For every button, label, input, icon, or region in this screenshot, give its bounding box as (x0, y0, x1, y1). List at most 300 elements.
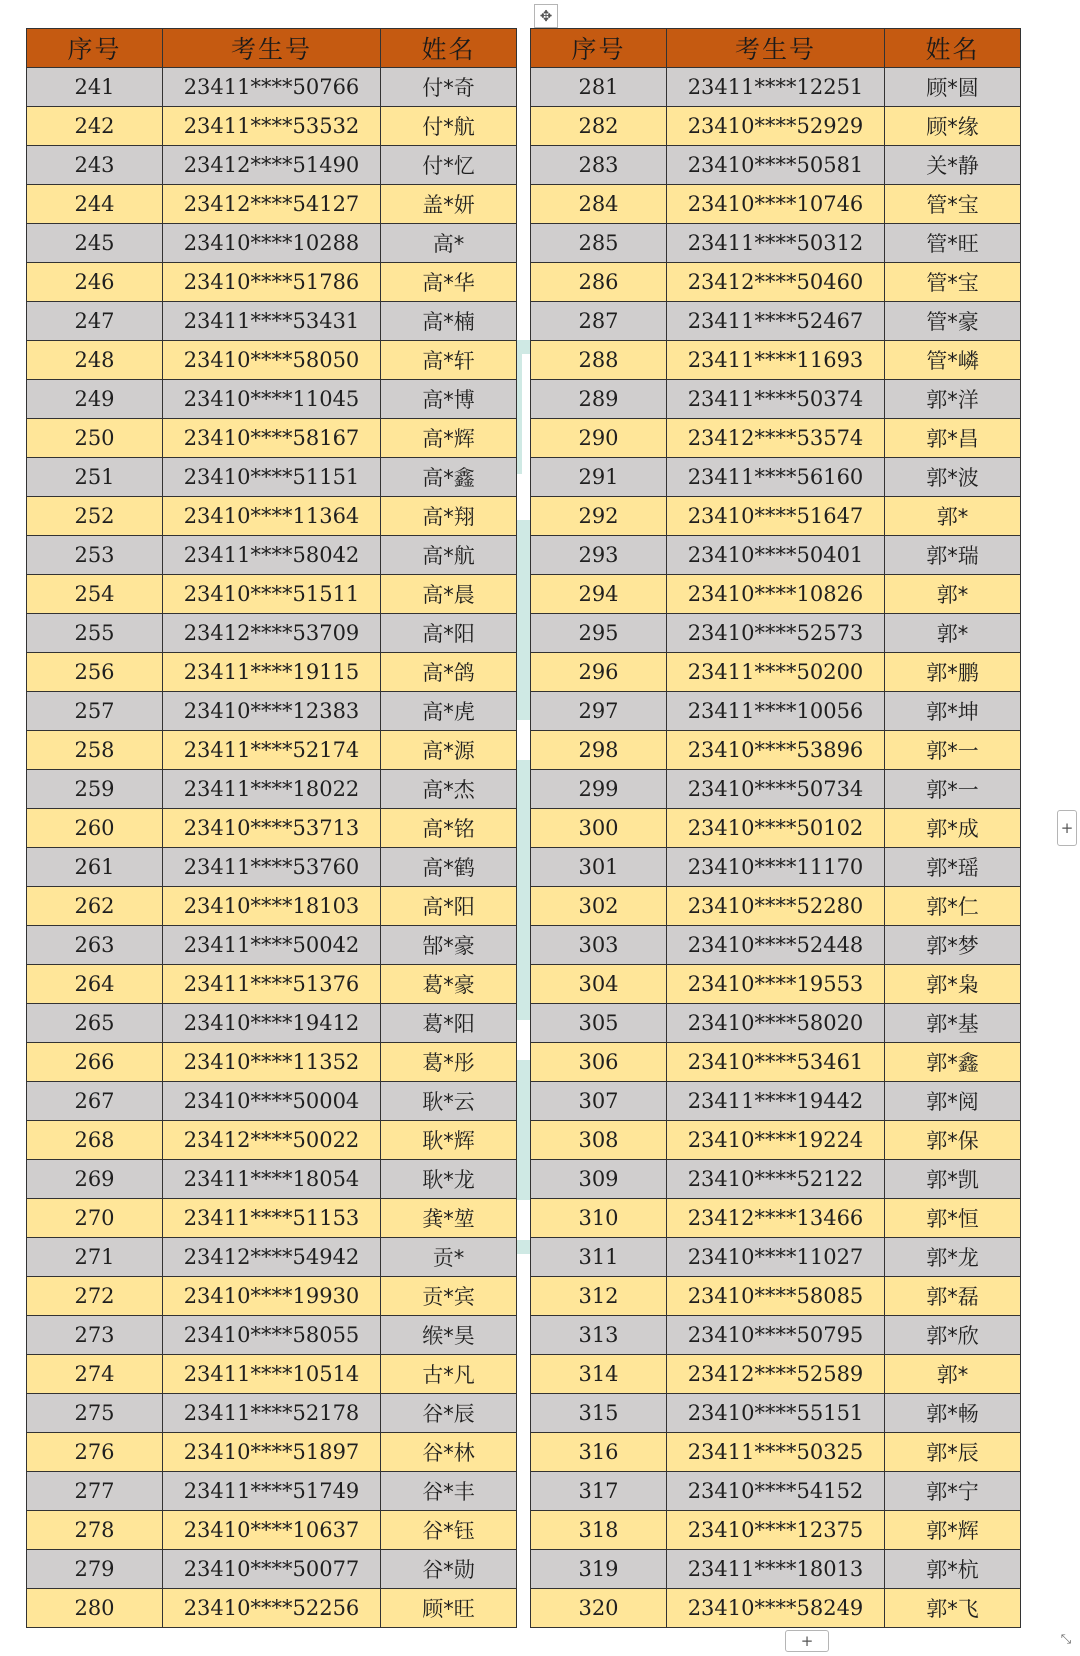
cell-exam-no: 23411****50325 (667, 1433, 885, 1472)
cell-name: 郭*仁 (885, 887, 1021, 926)
cell-seq: 261 (27, 848, 163, 887)
cell-name: 耿*辉 (381, 1121, 517, 1160)
cell-name: 郭*成 (885, 809, 1021, 848)
cell-name: 高*虎 (381, 692, 517, 731)
table-row (531, 1160, 1021, 1199)
table-row (531, 809, 1021, 848)
cell-name: 郭*瑞 (885, 536, 1021, 575)
cell-seq: 259 (27, 770, 163, 809)
table-row (531, 1394, 1021, 1433)
cell-seq: 314 (531, 1355, 667, 1394)
table-row (27, 809, 517, 848)
table-row (27, 185, 517, 224)
cell-seq: 251 (27, 458, 163, 497)
cell-exam-no: 23411****50312 (667, 224, 885, 263)
cell-exam-no: 23410****19412 (163, 1004, 381, 1043)
cell-seq: 283 (531, 146, 667, 185)
cell-exam-no: 23410****54152 (667, 1472, 885, 1511)
cell-name: 郭*昌 (885, 419, 1021, 458)
cell-name: 顾*圆 (885, 68, 1021, 107)
table-row (27, 224, 517, 263)
table-row (27, 1589, 517, 1628)
table-row (531, 224, 1021, 263)
cell-seq: 287 (531, 302, 667, 341)
header-name: 姓名 (381, 29, 517, 68)
table-row (27, 575, 517, 614)
cell-name: 郭*欣 (885, 1316, 1021, 1355)
table-row (27, 692, 517, 731)
table-row (27, 68, 517, 107)
table-row (27, 1511, 517, 1550)
cell-name: 管*宝 (885, 263, 1021, 302)
cell-seq: 315 (531, 1394, 667, 1433)
cell-seq: 286 (531, 263, 667, 302)
cell-seq: 311 (531, 1238, 667, 1277)
cell-name: 管*旺 (885, 224, 1021, 263)
cell-name: 关*静 (885, 146, 1021, 185)
cell-name: 谷*钰 (381, 1511, 517, 1550)
cell-exam-no: 23410****50401 (667, 536, 885, 575)
cell-seq: 293 (531, 536, 667, 575)
cell-name: 顾*缘 (885, 107, 1021, 146)
cell-exam-no: 23412****53709 (163, 614, 381, 653)
cell-seq: 296 (531, 653, 667, 692)
cell-name: 高*翔 (381, 497, 517, 536)
cell-seq: 246 (27, 263, 163, 302)
table-row (531, 146, 1021, 185)
cell-seq: 316 (531, 1433, 667, 1472)
table-row (27, 458, 517, 497)
cell-name: 郭*凯 (885, 1160, 1021, 1199)
table-row (531, 614, 1021, 653)
header-name: 姓名 (885, 29, 1021, 68)
add-column-button[interactable]: + (1057, 810, 1077, 846)
table-row (27, 1082, 517, 1121)
table-row (27, 1004, 517, 1043)
table-row (27, 848, 517, 887)
table-row (27, 302, 517, 341)
cell-seq: 290 (531, 419, 667, 458)
table-row (531, 887, 1021, 926)
cell-seq: 304 (531, 965, 667, 1004)
table-row (27, 263, 517, 302)
cell-name: 高*源 (381, 731, 517, 770)
cell-name: 顾*旺 (381, 1589, 517, 1628)
cell-name: 贡*宾 (381, 1277, 517, 1316)
cell-seq: 270 (27, 1199, 163, 1238)
cell-seq: 248 (27, 341, 163, 380)
cell-name: 谷*丰 (381, 1472, 517, 1511)
cell-seq: 292 (531, 497, 667, 536)
cell-name: 郭* (885, 575, 1021, 614)
table-row (27, 1277, 517, 1316)
cell-seq: 247 (27, 302, 163, 341)
cell-seq: 273 (27, 1316, 163, 1355)
cell-exam-no: 23411****51153 (163, 1199, 381, 1238)
cell-seq: 308 (531, 1121, 667, 1160)
table-row (531, 1316, 1021, 1355)
cell-name: 付*奇 (381, 68, 517, 107)
cell-seq: 267 (27, 1082, 163, 1121)
cell-name: 郭*保 (885, 1121, 1021, 1160)
cell-seq: 285 (531, 224, 667, 263)
cell-exam-no: 23410****58055 (163, 1316, 381, 1355)
header-exam-no: 考生号 (163, 29, 381, 68)
table-row (531, 1355, 1021, 1394)
cell-exam-no: 23410****55151 (667, 1394, 885, 1433)
table-row (531, 692, 1021, 731)
table-row (531, 1472, 1021, 1511)
cell-exam-no: 23410****53896 (667, 731, 885, 770)
cell-name: 郭*梦 (885, 926, 1021, 965)
cell-exam-no: 23410****53461 (667, 1043, 885, 1082)
cell-name: 高*博 (381, 380, 517, 419)
cell-exam-no: 23411****56160 (667, 458, 885, 497)
table-row (27, 731, 517, 770)
cell-seq: 262 (27, 887, 163, 926)
header-row (531, 29, 1021, 68)
cell-name: 郜*豪 (381, 926, 517, 965)
cell-seq: 258 (27, 731, 163, 770)
cell-seq: 257 (27, 692, 163, 731)
cell-seq: 253 (27, 536, 163, 575)
table-row (27, 497, 517, 536)
cell-exam-no: 23411****52467 (667, 302, 885, 341)
cell-seq: 295 (531, 614, 667, 653)
cell-exam-no: 23410****11364 (163, 497, 381, 536)
cell-name: 高*杰 (381, 770, 517, 809)
cell-exam-no: 23410****58085 (667, 1277, 885, 1316)
cell-exam-no: 23410****51897 (163, 1433, 381, 1472)
cell-name: 郭* (885, 1355, 1021, 1394)
table-row (531, 68, 1021, 107)
cell-seq: 252 (27, 497, 163, 536)
cell-seq: 282 (531, 107, 667, 146)
cell-name: 高*鑫 (381, 458, 517, 497)
table-row (27, 536, 517, 575)
cell-exam-no: 23410****10826 (667, 575, 885, 614)
right-roster-table (530, 28, 1021, 1628)
cell-name: 郭*鹏 (885, 653, 1021, 692)
cell-name: 郭*杭 (885, 1550, 1021, 1589)
cell-seq: 266 (27, 1043, 163, 1082)
cell-seq: 264 (27, 965, 163, 1004)
cell-exam-no: 23410****11045 (163, 380, 381, 419)
table-row (531, 107, 1021, 146)
cell-seq: 297 (531, 692, 667, 731)
table-row (27, 653, 517, 692)
cell-exam-no: 23411****50042 (163, 926, 381, 965)
table-row (531, 536, 1021, 575)
table-row (531, 1433, 1021, 1472)
table-row (531, 497, 1021, 536)
cell-name: 付*航 (381, 107, 517, 146)
cell-name: 盖*妍 (381, 185, 517, 224)
cell-seq: 280 (27, 1589, 163, 1628)
cell-seq: 275 (27, 1394, 163, 1433)
table-row (531, 1199, 1021, 1238)
cell-exam-no: 23410****51151 (163, 458, 381, 497)
table-row (27, 1550, 517, 1589)
cell-exam-no: 23411****52174 (163, 731, 381, 770)
table-row (27, 965, 517, 1004)
cell-seq: 307 (531, 1082, 667, 1121)
cell-name: 高*鹤 (381, 848, 517, 887)
cell-seq: 288 (531, 341, 667, 380)
cell-name: 郭*鑫 (885, 1043, 1021, 1082)
table-row (27, 1472, 517, 1511)
cell-name: 高*阳 (381, 614, 517, 653)
table-row (27, 1160, 517, 1199)
cell-seq: 256 (27, 653, 163, 692)
add-row-button[interactable]: + (785, 1630, 829, 1652)
cell-name: 管*嶙 (885, 341, 1021, 380)
cell-exam-no: 23412****50022 (163, 1121, 381, 1160)
table-row (531, 341, 1021, 380)
cell-seq: 299 (531, 770, 667, 809)
cell-exam-no: 23410****11027 (667, 1238, 885, 1277)
cell-seq: 277 (27, 1472, 163, 1511)
cell-seq: 291 (531, 458, 667, 497)
cell-name: 高*铭 (381, 809, 517, 848)
cell-name: 郭*辰 (885, 1433, 1021, 1472)
cell-seq: 278 (27, 1511, 163, 1550)
cell-seq: 265 (27, 1004, 163, 1043)
cell-exam-no: 23411****58042 (163, 536, 381, 575)
cell-exam-no: 23410****19224 (667, 1121, 885, 1160)
cell-exam-no: 23411****51749 (163, 1472, 381, 1511)
cell-name: 郭*辉 (885, 1511, 1021, 1550)
cell-seq: 242 (27, 107, 163, 146)
table-row (27, 770, 517, 809)
table-row (531, 965, 1021, 1004)
cell-name: 郭*一 (885, 731, 1021, 770)
cell-seq: 268 (27, 1121, 163, 1160)
table-row (27, 341, 517, 380)
cell-exam-no: 23410****10288 (163, 224, 381, 263)
table-row (531, 731, 1021, 770)
cell-exam-no: 23412****53574 (667, 419, 885, 458)
header-row (27, 29, 517, 68)
header-seq: 序号 (27, 29, 163, 68)
table-row (531, 926, 1021, 965)
cell-seq: 260 (27, 809, 163, 848)
left-roster-table (26, 28, 517, 1628)
cell-seq: 272 (27, 1277, 163, 1316)
cell-name: 郭*洋 (885, 380, 1021, 419)
table-row (531, 1043, 1021, 1082)
cell-exam-no: 23410****52929 (667, 107, 885, 146)
cell-seq: 263 (27, 926, 163, 965)
cell-exam-no: 23410****12375 (667, 1511, 885, 1550)
cell-seq: 305 (531, 1004, 667, 1043)
table-row (27, 614, 517, 653)
cell-exam-no: 23410****51786 (163, 263, 381, 302)
cell-exam-no: 23410****52448 (667, 926, 885, 965)
cell-name: 高*晨 (381, 575, 517, 614)
cell-name: 谷*林 (381, 1433, 517, 1472)
cell-exam-no: 23412****51490 (163, 146, 381, 185)
cell-exam-no: 23411****18022 (163, 770, 381, 809)
table-row (531, 380, 1021, 419)
cell-name: 葛*豪 (381, 965, 517, 1004)
cell-exam-no: 23410****58167 (163, 419, 381, 458)
cell-name: 付*忆 (381, 146, 517, 185)
cell-exam-no: 23410****50102 (667, 809, 885, 848)
cell-exam-no: 23410****58249 (667, 1589, 885, 1628)
table-row (531, 575, 1021, 614)
cell-exam-no: 23410****51511 (163, 575, 381, 614)
cell-seq: 241 (27, 68, 163, 107)
table-row (531, 1082, 1021, 1121)
cell-exam-no: 23410****11170 (667, 848, 885, 887)
cell-name: 郭* (885, 497, 1021, 536)
resize-icon[interactable]: ⤡ (1060, 1632, 1072, 1647)
cell-name: 高*华 (381, 263, 517, 302)
table-row (531, 263, 1021, 302)
cell-exam-no: 23410****53713 (163, 809, 381, 848)
table-row (531, 458, 1021, 497)
table-row (27, 1355, 517, 1394)
table-row (531, 419, 1021, 458)
cell-seq: 250 (27, 419, 163, 458)
table-row (27, 107, 517, 146)
cell-seq: 245 (27, 224, 163, 263)
cell-exam-no: 23411****11693 (667, 341, 885, 380)
cell-seq: 294 (531, 575, 667, 614)
cell-exam-no: 23410****52122 (667, 1160, 885, 1199)
cell-seq: 276 (27, 1433, 163, 1472)
cell-exam-no: 23411****52178 (163, 1394, 381, 1433)
cell-name: 古*凡 (381, 1355, 517, 1394)
cell-seq: 298 (531, 731, 667, 770)
cell-name: 葛*阳 (381, 1004, 517, 1043)
cell-name: 郭*坤 (885, 692, 1021, 731)
table-row (531, 1589, 1021, 1628)
cell-name: 贡* (381, 1238, 517, 1277)
table-row (531, 653, 1021, 692)
cell-exam-no: 23411****53532 (163, 107, 381, 146)
cell-exam-no: 23410****50734 (667, 770, 885, 809)
cell-name: 高* (381, 224, 517, 263)
cell-exam-no: 23410****52573 (667, 614, 885, 653)
table-row (27, 1316, 517, 1355)
cell-seq: 320 (531, 1589, 667, 1628)
table-row (531, 1550, 1021, 1589)
table-row (531, 1004, 1021, 1043)
cell-name: 郭*枭 (885, 965, 1021, 1004)
cell-seq: 255 (27, 614, 163, 653)
table-row (27, 146, 517, 185)
cell-exam-no: 23411****19442 (667, 1082, 885, 1121)
cell-seq: 318 (531, 1511, 667, 1550)
cell-exam-no: 23410****50077 (163, 1550, 381, 1589)
table-row (531, 302, 1021, 341)
cell-exam-no: 23410****19930 (163, 1277, 381, 1316)
cell-exam-no: 23410****11352 (163, 1043, 381, 1082)
table-row (27, 380, 517, 419)
cell-name: 耿*云 (381, 1082, 517, 1121)
cell-name: 高*楠 (381, 302, 517, 341)
cell-name: 高*轩 (381, 341, 517, 380)
cell-exam-no: 23411****50200 (667, 653, 885, 692)
cell-name: 郭*一 (885, 770, 1021, 809)
cell-exam-no: 23411****53760 (163, 848, 381, 887)
cell-seq: 306 (531, 1043, 667, 1082)
cell-name: 郭* (885, 614, 1021, 653)
cell-name: 郭*宁 (885, 1472, 1021, 1511)
cell-seq: 310 (531, 1199, 667, 1238)
cell-name: 郭*飞 (885, 1589, 1021, 1628)
table-row (531, 770, 1021, 809)
table-row (27, 1433, 517, 1472)
cell-seq: 243 (27, 146, 163, 185)
table-row (531, 1121, 1021, 1160)
cell-name: 葛*彤 (381, 1043, 517, 1082)
cell-seq: 301 (531, 848, 667, 887)
cell-exam-no: 23412****50460 (667, 263, 885, 302)
cell-name: 管*豪 (885, 302, 1021, 341)
cell-name: 谷*勋 (381, 1550, 517, 1589)
cell-name: 郭*波 (885, 458, 1021, 497)
header-exam-no: 考生号 (667, 29, 885, 68)
cell-seq: 271 (27, 1238, 163, 1277)
cell-exam-no: 23411****10514 (163, 1355, 381, 1394)
cell-seq: 313 (531, 1316, 667, 1355)
table-row (27, 926, 517, 965)
cell-exam-no: 23411****19115 (163, 653, 381, 692)
table-row (531, 1277, 1021, 1316)
table-row (531, 185, 1021, 224)
cell-exam-no: 23411****53431 (163, 302, 381, 341)
cell-seq: 281 (531, 68, 667, 107)
cell-exam-no: 23410****51647 (667, 497, 885, 536)
table-row (531, 1511, 1021, 1550)
table-row (27, 1238, 517, 1277)
cell-seq: 279 (27, 1550, 163, 1589)
cell-exam-no: 23410****50795 (667, 1316, 885, 1355)
table-row (531, 848, 1021, 887)
cell-exam-no: 23410****58020 (667, 1004, 885, 1043)
cell-exam-no: 23411****18054 (163, 1160, 381, 1199)
table-row (531, 1238, 1021, 1277)
cell-name: 郭*基 (885, 1004, 1021, 1043)
cell-seq: 274 (27, 1355, 163, 1394)
cell-exam-no: 23412****13466 (667, 1199, 885, 1238)
table-row (27, 1121, 517, 1160)
table-row (27, 1043, 517, 1082)
cell-name: 龚*堃 (381, 1199, 517, 1238)
cell-exam-no: 23410****19553 (667, 965, 885, 1004)
cell-exam-no: 23410****18103 (163, 887, 381, 926)
table-move-icon[interactable]: ✥ (534, 4, 558, 28)
table-row (27, 1199, 517, 1238)
cell-seq: 244 (27, 185, 163, 224)
cell-exam-no: 23411****12251 (667, 68, 885, 107)
cell-exam-no: 23412****54942 (163, 1238, 381, 1277)
header-seq: 序号 (531, 29, 667, 68)
cell-name: 谷*辰 (381, 1394, 517, 1433)
cell-seq: 312 (531, 1277, 667, 1316)
cell-exam-no: 23411****51376 (163, 965, 381, 1004)
cell-seq: 254 (27, 575, 163, 614)
cell-exam-no: 23411****50374 (667, 380, 885, 419)
cell-seq: 289 (531, 380, 667, 419)
cell-exam-no: 23410****50581 (667, 146, 885, 185)
cell-seq: 309 (531, 1160, 667, 1199)
cell-name: 郭*龙 (885, 1238, 1021, 1277)
cell-exam-no: 23410****10746 (667, 185, 885, 224)
